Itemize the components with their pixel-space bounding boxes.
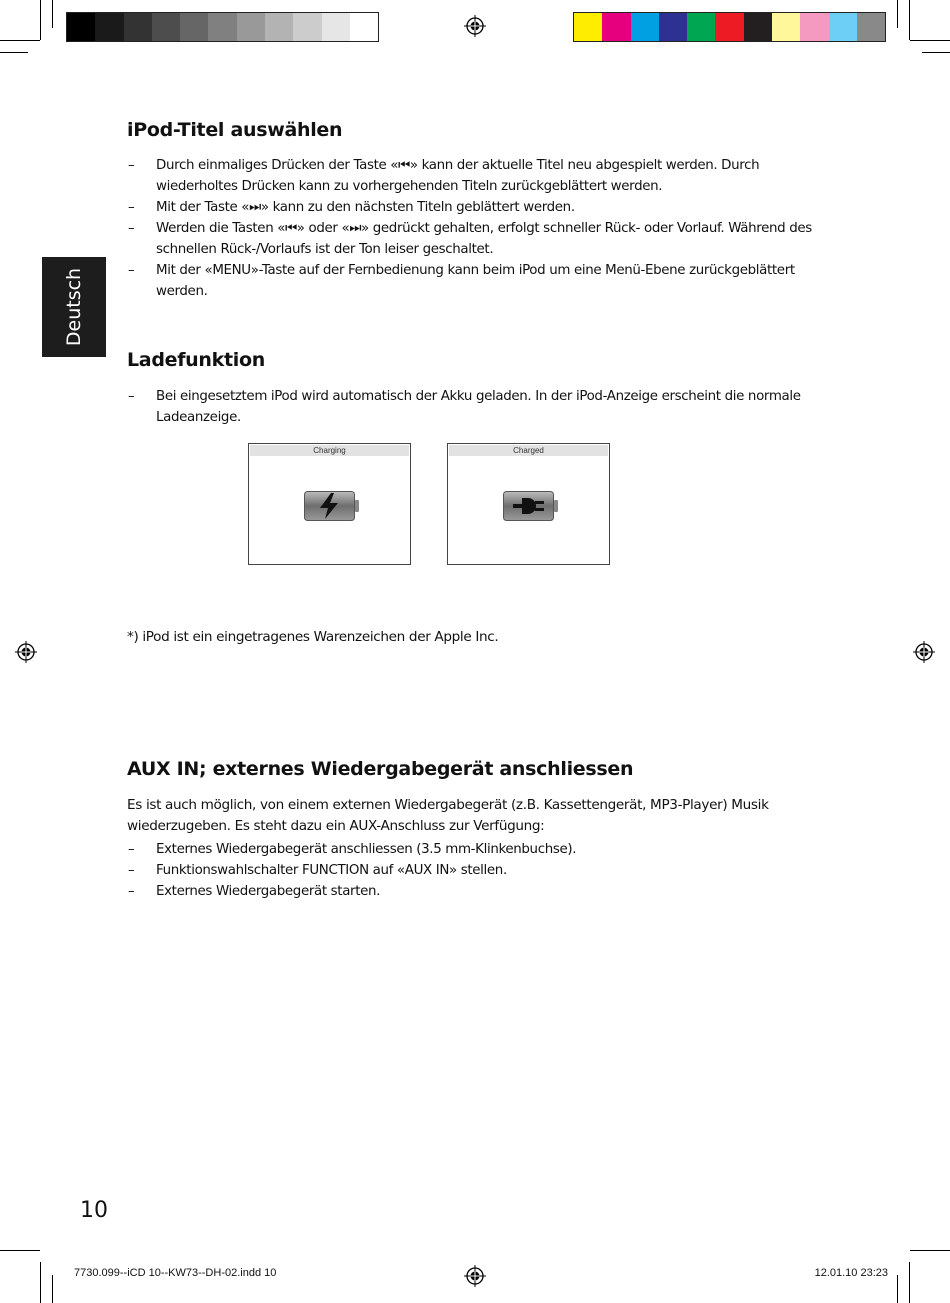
- section-title-aux: AUX IN; externes Wiedergabegerät anschliessen: [127, 758, 634, 780]
- screen-header: Charged: [449, 445, 608, 456]
- color-swatch: [350, 13, 378, 41]
- battery-charging-icon: [304, 491, 360, 521]
- registration-mark-icon: [15, 641, 37, 663]
- crop-mark: [922, 52, 950, 53]
- color-swatch: [180, 13, 208, 41]
- list-item: – Externes Wiedergabegerät anschliessen (3.5 mm-Klinkenbuchse).: [128, 839, 818, 860]
- list-item: – Werden die Tasten «⏮» oder «⏭» gedrückt gehalten, erfolgt schneller Rück- oder Vorlauf. Während des schnellen Rück-/Vorlaufs ist der Ton leiser geschaltet.: [128, 218, 818, 260]
- crop-mark: [40, 1262, 41, 1303]
- color-swatch: [574, 13, 602, 41]
- color-swatch: [631, 13, 659, 41]
- list-item: – Bei eingesetztem iPod wird automatisch der Akku geladen. In der iPod-Anzeige erscheint die normale Ladeanzeige.: [128, 386, 818, 428]
- color-swatch: [208, 13, 236, 41]
- color-swatch: [857, 13, 885, 41]
- color-swatch: [744, 13, 772, 41]
- language-tab-label: Deutsch: [63, 267, 85, 347]
- color-swatch: [322, 13, 350, 41]
- footnote: *) iPod ist ein eingetragenes Warenzeichen der Apple Inc.: [127, 629, 499, 645]
- aux-intro: Es ist auch möglich, von einem externen Wiedergabegerät (z.B. Kassettengerät, MP3-Player) Musik wiederzugeben. Es steht dazu ein AUX-Anschluss zur Verfügung:: [127, 797, 769, 834]
- lade-instructions-list: [128, 386, 818, 428]
- crop-mark: [909, 1262, 910, 1303]
- slug-filename: 7730.099--iCD 10--KW73--DH-02.indd 10: [74, 1267, 277, 1279]
- crop-mark: [910, 40, 950, 41]
- color-swatch: [800, 13, 828, 41]
- slug-date: 12.01.10 23:23: [814, 1267, 888, 1279]
- battery-plug-icon: [503, 491, 559, 521]
- list-item: – Externes Wiedergabegerät starten.: [128, 881, 818, 902]
- color-swatch: [124, 13, 152, 41]
- crop-mark: [897, 0, 898, 28]
- gray-control-strip: [66, 12, 379, 42]
- section-title-ipod: iPod-Titel auswählen: [127, 119, 343, 141]
- ipod-screen-charging: [248, 443, 411, 565]
- list-item: – Mit der «MENU»-Taste auf der Fernbedienung kann beim iPod um eine Menü-Ebene zurückgeblättert werden.: [128, 260, 818, 302]
- crop-mark: [910, 1250, 950, 1251]
- color-control-strip: [573, 12, 886, 42]
- crop-mark: [909, 0, 910, 40]
- aux-instructions-list: [128, 839, 818, 902]
- registration-mark-icon: [913, 641, 935, 663]
- ipod-screen-charged: [447, 443, 610, 565]
- ipod-instructions-list: [128, 155, 818, 302]
- crop-mark: [0, 52, 28, 53]
- color-swatch: [152, 13, 180, 41]
- color-swatch: [659, 13, 687, 41]
- crop-mark: [897, 1275, 898, 1303]
- color-swatch: [772, 13, 800, 41]
- crop-mark: [40, 0, 41, 40]
- color-swatch: [237, 13, 265, 41]
- registration-mark-icon: [464, 1265, 486, 1287]
- color-swatch: [293, 13, 321, 41]
- color-swatch: [829, 13, 857, 41]
- color-swatch: [715, 13, 743, 41]
- language-tab: [42, 257, 106, 357]
- color-swatch: [687, 13, 715, 41]
- list-item: – Mit der Taste «⏭» kann zu den nächsten Titeln geblättert werden.: [128, 197, 818, 218]
- color-swatch: [602, 13, 630, 41]
- crop-mark: [52, 0, 53, 28]
- color-swatch: [95, 13, 123, 41]
- color-swatch: [265, 13, 293, 41]
- list-item: – Durch einmaliges Drücken der Taste «⏮» kann der aktuelle Titel neu abgespielt werden. Durch wiederholtes Drücken kann zu vorhergehenden Titeln zurückgeblättert werden.: [128, 155, 818, 197]
- color-swatch: [67, 13, 95, 41]
- crop-mark: [0, 40, 40, 41]
- section-title-ladefunktion: Ladefunktion: [127, 349, 265, 371]
- registration-mark-icon: [464, 15, 486, 37]
- screen-header: Charging: [250, 445, 409, 456]
- crop-mark: [52, 1275, 53, 1303]
- list-item: – Funktionswahlschalter FUNCTION auf «AUX IN» stellen.: [128, 860, 818, 881]
- page-number: 10: [80, 1198, 108, 1223]
- crop-mark: [0, 1250, 40, 1251]
